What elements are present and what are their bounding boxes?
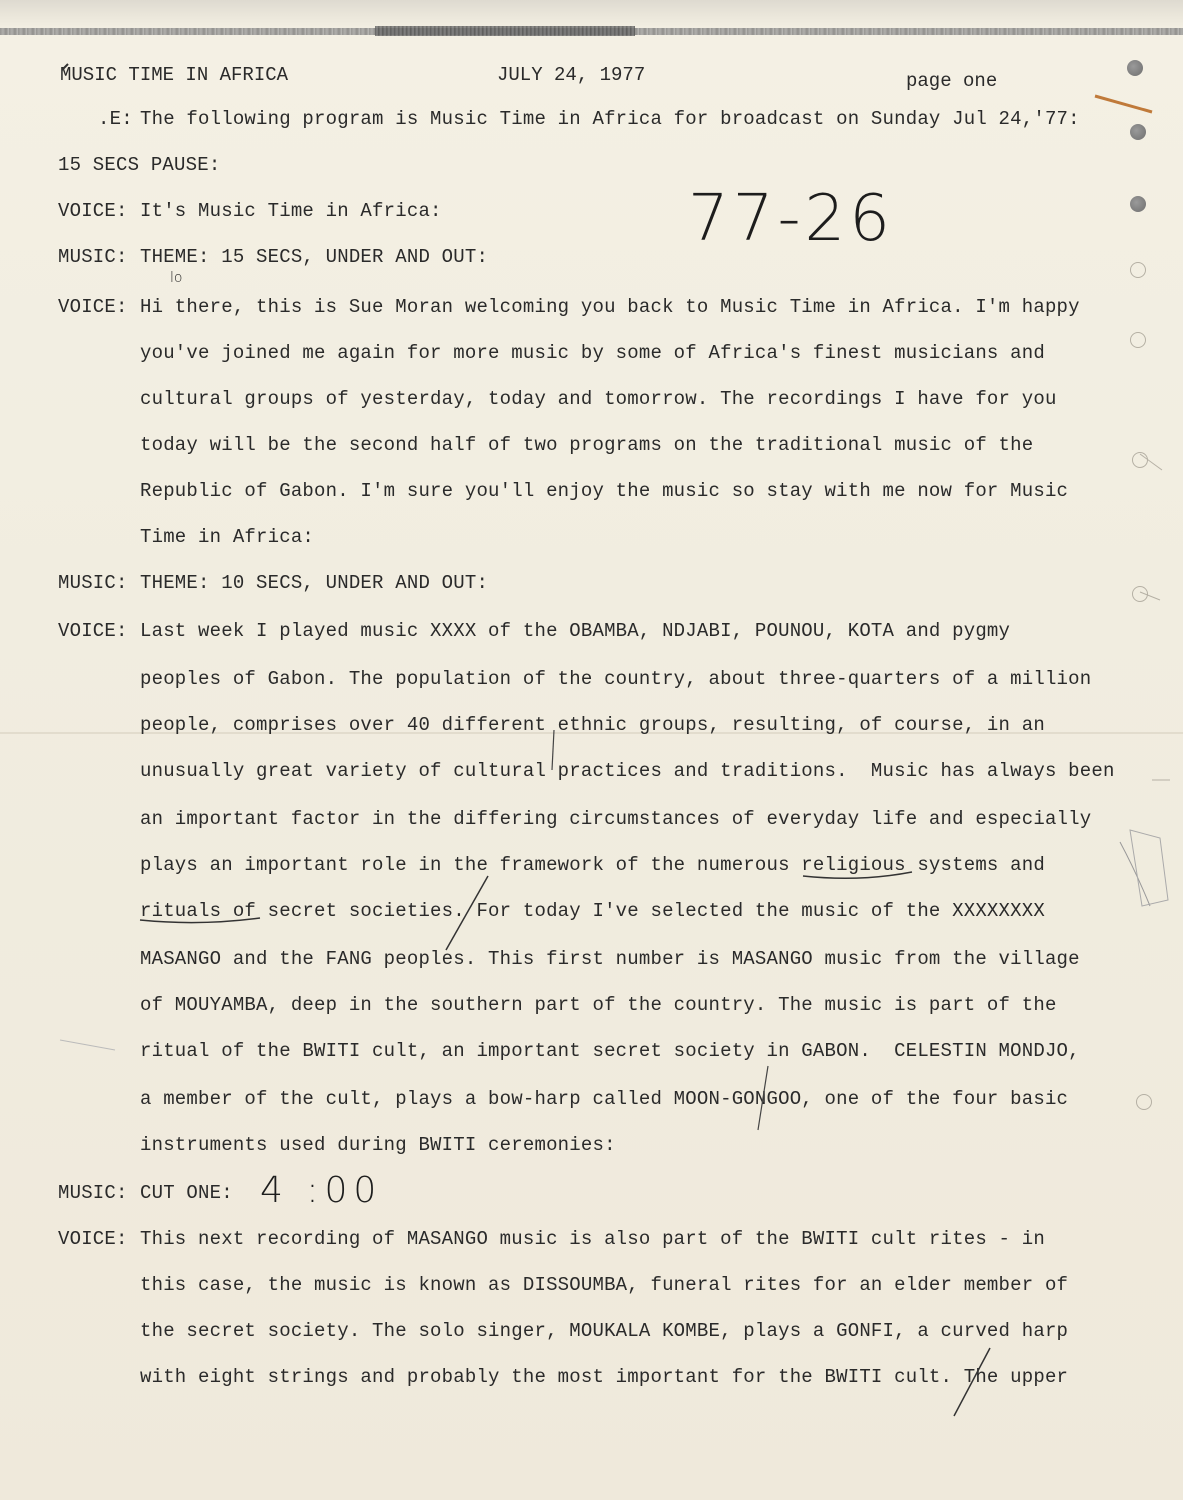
script-line: ritual of the BWITI cult, an important secret society in GABON. CELESTIN MONDJO, — [140, 1040, 1080, 1062]
handwritten-cut-time: 4 :00 — [260, 1170, 383, 1211]
script-line: this case, the music is known as DISSOUMBA, funeral rites for an elder member of — [140, 1274, 1069, 1296]
script-line: Time in Africa: — [140, 526, 315, 548]
script-line: of MOUYAMBA, deep in the southern part of the country. The music is part of the — [140, 994, 1057, 1016]
underline-rituals — [140, 918, 260, 923]
script-line: plays an important role in the framework of the numerous religious systems and — [140, 854, 1045, 876]
script-line: cultural groups of yesterday, today and tomorrow. The recordings I have for you — [140, 388, 1057, 410]
paperclip-mark — [1130, 830, 1168, 906]
speaker-label: .E: — [98, 108, 133, 130]
script-line: peoples of Gabon. The population of the country, about three-quarters of a million — [140, 668, 1092, 690]
slash-mark — [758, 1066, 768, 1130]
page-number: page one — [906, 70, 998, 92]
script-line: Last week I played music XXXX of the OBAMBA, NDJABI, POUNOU, KOTA and pygmy — [140, 620, 1011, 642]
speaker-label: VOICE: — [58, 1228, 128, 1250]
orange-pencil-mark — [1095, 96, 1152, 112]
slash-mark — [954, 1348, 990, 1416]
speaker-label: MUSIC: — [58, 1182, 128, 1204]
handwritten-insert-mark: lo — [170, 270, 183, 286]
speaker-label: VOICE: — [58, 200, 128, 222]
script-line: people, comprises over 40 different ethnic groups, resulting, of course, in an — [140, 714, 1045, 736]
script-line: a member of the cult, plays a bow-harp called MOON-GONGOO, one of the four basic — [140, 1088, 1069, 1110]
script-line: 15 SECS PAUSE: — [58, 154, 221, 176]
script-line: with eight strings and probably the most important for the BWITI cult. The upper — [140, 1366, 1069, 1388]
script-line: Hi there, this is Sue Moran welcoming you back to Music Time in Africa. I'm happy — [140, 296, 1080, 318]
script-line: THEME: 10 SECS, UNDER AND OUT: — [140, 572, 489, 594]
slash-mark — [552, 730, 554, 770]
script-line: today will be the second half of two programs on the traditional music of the — [140, 434, 1034, 456]
underline-religious — [803, 872, 912, 878]
script-line: The following program is Music Time in Africa for broadcast on Sunday Jul 24,'77: — [140, 108, 1080, 130]
script-line: an important factor in the differing circumstances of everyday life and especially — [140, 808, 1092, 830]
script-line: the secret society. The solo singer, MOUKALA KOMBE, plays a GONFI, a curved harp — [140, 1320, 1069, 1342]
script-line: It's Music Time in Africa: — [140, 200, 442, 222]
slash-mark — [446, 876, 488, 950]
speaker-label: VOICE: — [58, 296, 128, 318]
script-line: MASANGO and the FANG peoples. This first number is MASANGO music from the village — [140, 948, 1080, 970]
script-line: instruments used during BWITI ceremonies: — [140, 1134, 616, 1156]
script-line: unusually great variety of cultural practices and traditions. Music has always been — [140, 760, 1115, 782]
speaker-label: VOICE: — [58, 620, 128, 642]
speaker-label: MUSIC: — [58, 246, 128, 268]
paperclip-mark — [1120, 842, 1150, 906]
script-line: rituals of secret societies. For today I've selected the music of the XXXXXXXX — [140, 900, 1045, 922]
program-title: MUSIC TIME IN AFRICA — [60, 64, 289, 86]
handwritten-tape-number: 77-26 — [688, 182, 894, 256]
speaker-label: MUSIC: — [58, 572, 128, 594]
script-line: CUT ONE: — [140, 1182, 233, 1204]
broadcast-date: JULY 24, 1977 — [497, 64, 646, 86]
script-line: This next recording of MASANGO music is also part of the BWITI cult rites - in — [140, 1228, 1045, 1250]
script-line: THEME: 15 SECS, UNDER AND OUT: — [140, 246, 489, 268]
script-line: you've joined me again for more music by some of Africa's finest musicians and — [140, 342, 1045, 364]
script-line: Republic of Gabon. I'm sure you'll enjoy the music so stay with me now for Music — [140, 480, 1069, 502]
pen-tick-mark — [62, 64, 68, 70]
